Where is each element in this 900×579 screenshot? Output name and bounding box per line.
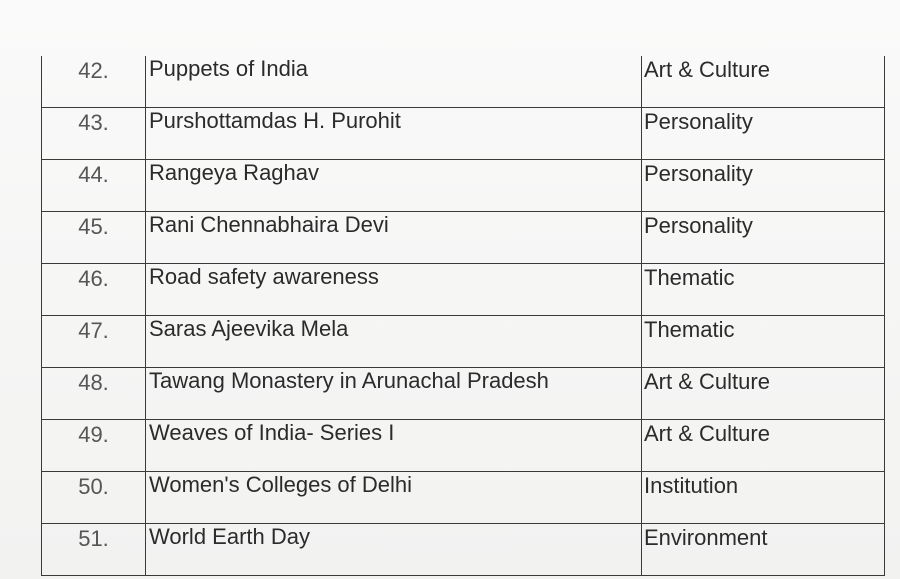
- serial-number: 48.: [42, 368, 146, 420]
- serial-number: 43.: [42, 108, 146, 160]
- serial-number: 47.: [42, 316, 146, 368]
- serial-number: 45.: [42, 212, 146, 264]
- stamp-category: Thematic: [642, 316, 885, 368]
- stamp-title: Rangeya Raghav: [146, 160, 642, 212]
- stamp-title: Rani Chennabhaira Devi: [146, 212, 642, 264]
- stamp-title: Tawang Monastery in Arunachal Pradesh: [146, 368, 642, 420]
- stamp-category: Personality: [642, 160, 885, 212]
- table-row: [42, 368, 885, 420]
- stamp-category: Thematic: [642, 264, 885, 316]
- stamp-title: Saras Ajeevika Mela: [146, 316, 642, 368]
- stamp-category: Art & Culture: [642, 368, 885, 420]
- table-row: [42, 316, 885, 368]
- serial-number: 46.: [42, 264, 146, 316]
- stamp-title: Women's Colleges of Delhi: [146, 472, 642, 524]
- stamp-category: Personality: [642, 212, 885, 264]
- table-row: [42, 264, 885, 316]
- table-row: [42, 108, 885, 160]
- table-row: [42, 160, 885, 212]
- serial-number: 49.: [42, 420, 146, 472]
- stamp-category: Art & Culture: [642, 56, 885, 108]
- serial-number: 42.: [42, 56, 146, 108]
- stamp-title: Puppets of India: [146, 56, 642, 108]
- serial-number: 44.: [42, 160, 146, 212]
- stamp-title: Purshottamdas H. Purohit: [146, 108, 642, 160]
- stamp-title: Road safety awareness: [146, 264, 642, 316]
- table-row: [42, 56, 885, 108]
- stamp-title: World Earth Day: [146, 524, 642, 576]
- stamp-category: Personality: [642, 108, 885, 160]
- table-row: [42, 212, 885, 264]
- stamp-title: Weaves of India- Series I: [146, 420, 642, 472]
- stamp-category: Art & Culture: [642, 420, 885, 472]
- table-body: [42, 56, 885, 576]
- stamp-category: Environment: [642, 524, 885, 576]
- serial-number: 51.: [42, 524, 146, 576]
- stamps-table: [41, 56, 885, 576]
- table-row: [42, 420, 885, 472]
- table-row: [42, 472, 885, 524]
- serial-number: 50.: [42, 472, 146, 524]
- table-row: [42, 524, 885, 576]
- stamp-category: Institution: [642, 472, 885, 524]
